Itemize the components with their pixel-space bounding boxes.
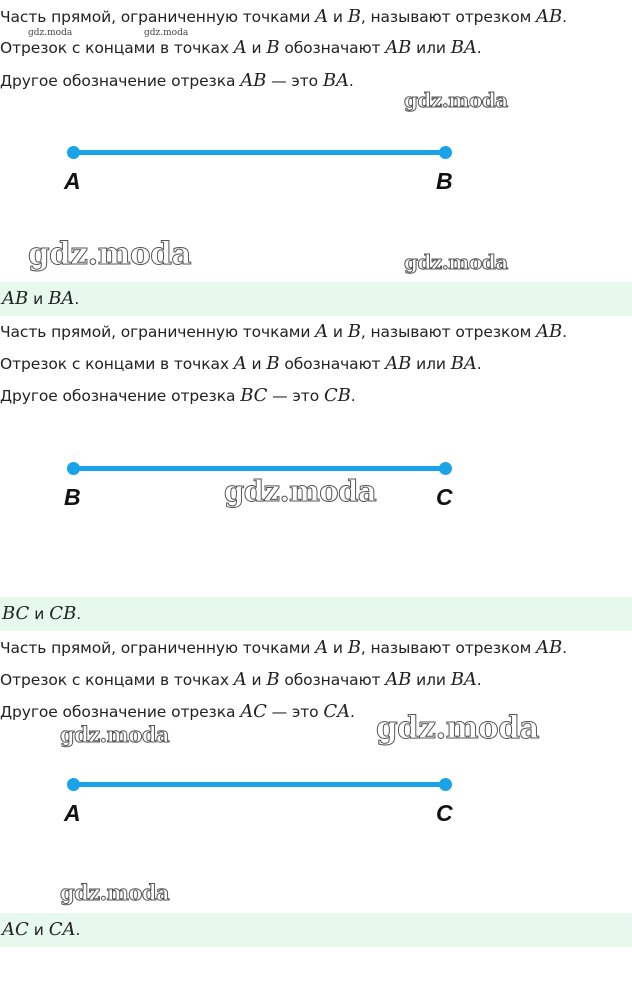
watermark: gdz.moda (60, 722, 170, 747)
definition-line-1: Часть прямой, ограниченную точками A и B, называют отрезком AB. (0, 6, 567, 27)
point-label-right: C (436, 800, 453, 826)
segment-endpoint-left (67, 462, 80, 475)
answer-box (0, 913, 632, 947)
answer-box (0, 282, 632, 316)
segment-endpoint-left (67, 778, 80, 791)
definition-line-1: Часть прямой, ограниченную точками A и B, называют отрезком AB. (0, 321, 567, 342)
segment-endpoint-right (439, 462, 452, 475)
watermark: gdz.moda (28, 28, 73, 38)
watermark: gdz.moda (224, 474, 377, 508)
answer-text: AC и CA. (2, 919, 81, 940)
segment-line (74, 782, 446, 787)
answer-text: AB и BA. (2, 288, 80, 309)
watermark: gdz.moda (60, 880, 170, 905)
notation-line: Другое обозначение отрезка BC — это CB. (0, 385, 356, 406)
watermark: gdz.moda (404, 88, 508, 112)
watermark: gdz.moda (28, 236, 191, 272)
watermark: gdz.moda (404, 250, 508, 274)
answer-text: BC и CB. (2, 603, 82, 624)
definition-line-2: Отрезок с концами в точках A и B обозначают AB или BA. (0, 37, 482, 58)
watermark: gdz.moda (376, 710, 539, 746)
segment-endpoint-left (67, 146, 80, 159)
answer-box (0, 597, 632, 631)
point-label-right: B (436, 168, 453, 194)
definition-line-2: Отрезок с концами в точках A и B обозначают AB или BA. (0, 353, 482, 374)
watermark: gdz.moda (144, 28, 189, 38)
point-label-left: A (64, 168, 81, 194)
notation-line: Другое обозначение отрезка AB — это BA. (0, 70, 354, 91)
point-label-left: A (64, 800, 81, 826)
segment-endpoint-right (439, 778, 452, 791)
segment-line (74, 466, 446, 471)
point-label-left: B (64, 484, 81, 510)
segment-line (74, 150, 446, 155)
notation-line: Другое обозначение отрезка AC — это CA. (0, 701, 355, 722)
segment-endpoint-right (439, 146, 452, 159)
point-label-right: C (436, 484, 453, 510)
definition-line-2: Отрезок с концами в точках A и B обозначают AB или BA. (0, 669, 482, 690)
definition-line-1: Часть прямой, ограниченную точками A и B, называют отрезком AB. (0, 637, 567, 658)
